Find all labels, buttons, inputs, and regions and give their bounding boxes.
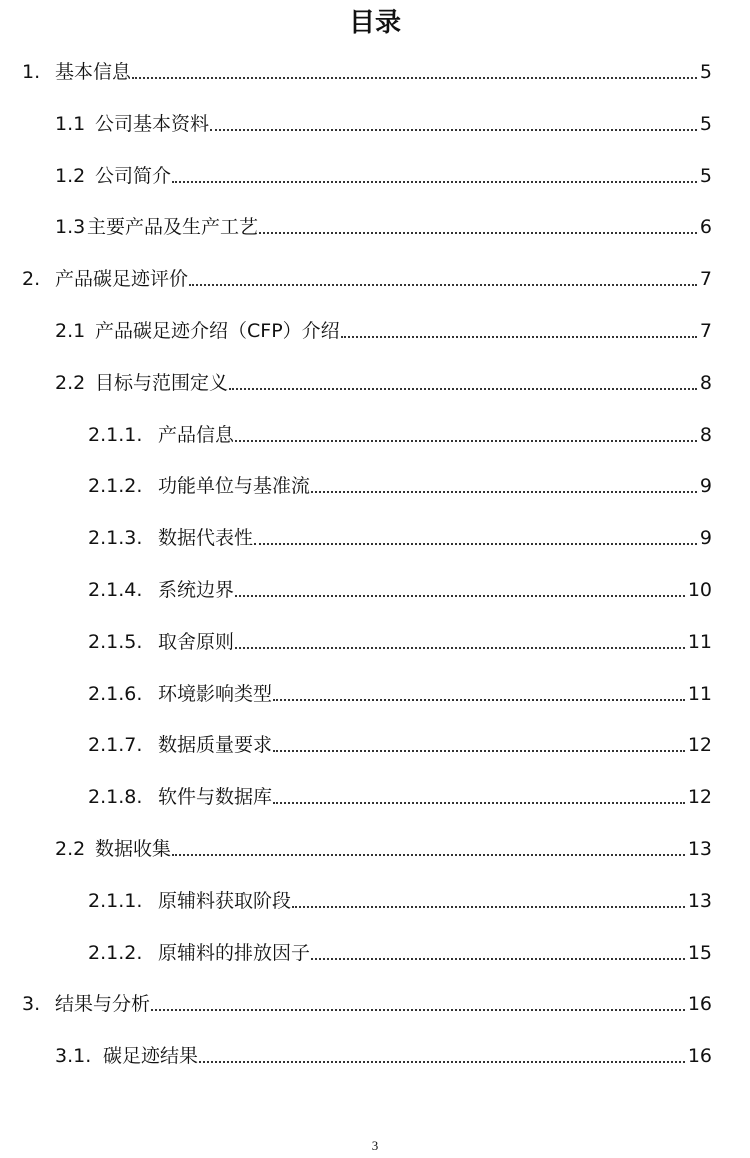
dot-leader	[235, 440, 697, 442]
toc-entry-number: 2.1.7.	[88, 734, 143, 757]
page-number: 3	[371, 1138, 379, 1153]
dot-leader	[273, 802, 685, 804]
toc-entry-title[interactable]: 取舍原则	[158, 630, 235, 653]
toc-entry[interactable]	[0, 1042, 712, 1070]
toc-entry[interactable]	[0, 835, 712, 863]
toc-entry[interactable]	[0, 110, 712, 138]
toc-entry-number: 1.2	[55, 164, 86, 187]
toc-entry-number: 2.1	[55, 320, 86, 342]
toc-entry-page[interactable]: 9	[699, 475, 712, 498]
toc-entry[interactable]	[0, 628, 712, 656]
dot-leader	[254, 543, 697, 545]
toc-entry-number: 2.2	[55, 838, 86, 860]
toc-entry[interactable]	[0, 680, 712, 708]
toc-entry-page[interactable]: 5	[699, 112, 712, 135]
toc-entry[interactable]	[0, 990, 712, 1018]
dot-leader	[189, 284, 697, 286]
toc-title: 目录	[348, 8, 401, 38]
toc-entry-title[interactable]: 目标与范围定义	[95, 371, 229, 394]
toc-entry-title[interactable]: 功能单位与基准流	[158, 475, 311, 498]
toc-entry-title[interactable]: 原辅料获取阶段	[158, 889, 292, 912]
toc-entry-page[interactable]: 12	[687, 786, 712, 809]
toc-entry-title[interactable]: 产品碳足迹介绍（CFP）介绍	[95, 320, 340, 342]
toc-entry-number: 2.1.1.	[88, 423, 143, 446]
toc-entry[interactable]	[0, 421, 712, 449]
dot-leader	[273, 699, 685, 701]
toc-entry-page[interactable]: 13	[687, 889, 712, 912]
toc-entry-number: 2.	[22, 268, 41, 291]
toc-entry-title[interactable]: 软件与数据库	[158, 786, 273, 809]
toc-entry-page[interactable]: 12	[687, 734, 712, 757]
toc-entry[interactable]	[0, 265, 712, 293]
toc-entry[interactable]	[0, 576, 712, 604]
toc-entry-page[interactable]: 10	[687, 579, 712, 601]
toc-entry-title[interactable]: 结果与分析	[55, 993, 151, 1016]
toc-entry-page[interactable]: 11	[687, 630, 712, 653]
toc-entry-title[interactable]: 公司简介	[95, 164, 172, 187]
toc-entry-page[interactable]: 16	[687, 1045, 712, 1068]
dot-leader	[172, 181, 697, 183]
toc-entry-page[interactable]: 5	[699, 164, 712, 187]
toc-entry-title[interactable]: 数据代表性	[158, 527, 254, 550]
dot-leader	[235, 595, 685, 597]
toc-entry-page[interactable]: 6	[699, 216, 712, 239]
dot-leader	[132, 77, 697, 79]
dot-leader	[311, 491, 697, 493]
toc-entry-number: 2.1.6.	[88, 682, 143, 705]
toc-entry[interactable]	[0, 58, 712, 86]
toc-entry-page[interactable]: 13	[687, 838, 712, 860]
toc-entry-number: 1.	[22, 61, 41, 83]
toc-entry-title[interactable]: 数据质量要求	[158, 734, 273, 757]
toc-entry[interactable]	[0, 783, 712, 811]
toc-entry-page[interactable]: 16	[687, 993, 712, 1016]
toc-entry[interactable]	[0, 472, 712, 500]
toc-entry-page[interactable]: 11	[687, 682, 712, 705]
toc-entry-page[interactable]: 9	[699, 527, 712, 550]
toc-entry-title[interactable]: 主要产品及生产工艺	[87, 216, 259, 239]
toc-entry-title[interactable]: 环境影响类型	[158, 682, 273, 705]
dot-leader	[172, 854, 685, 856]
toc-entry-number: 2.2	[55, 371, 86, 394]
toc-entry[interactable]	[0, 213, 712, 241]
toc-entry[interactable]	[0, 887, 712, 915]
toc-entry-title[interactable]: 碳足迹结果	[103, 1045, 199, 1068]
toc-entry-title[interactable]: 产品碳足迹评价	[55, 268, 189, 291]
toc-entry-page[interactable]: 8	[699, 371, 712, 394]
dot-leader	[259, 232, 697, 234]
toc-entry-number: 2.1.5.	[88, 630, 143, 653]
toc-entry-number: 2.1.3.	[88, 527, 143, 550]
toc-entry-page[interactable]: 5	[699, 61, 712, 83]
toc-entry[interactable]	[0, 939, 712, 967]
toc-entry-title[interactable]: 原辅料的排放因子	[158, 941, 311, 964]
toc-entry-title[interactable]: 产品信息	[158, 423, 235, 446]
toc-entry-page[interactable]: 7	[699, 320, 712, 342]
toc-entry[interactable]	[0, 369, 712, 397]
toc-entry-number: 2.1.2.	[88, 941, 143, 964]
toc-entry-number: 3.	[22, 993, 41, 1016]
toc-entry[interactable]	[0, 162, 712, 190]
toc-entry-number: 1.1	[55, 112, 86, 135]
toc-entry-number: 2.1.2.	[88, 475, 143, 498]
toc-entry[interactable]	[0, 524, 712, 552]
dot-leader	[311, 958, 685, 960]
dot-leader	[235, 647, 685, 649]
toc-entry-title[interactable]: 公司基本资料	[95, 112, 210, 135]
dot-leader	[292, 906, 685, 908]
toc-entry-page[interactable]: 7	[699, 268, 712, 291]
dot-leader	[199, 1061, 685, 1063]
toc-entry-title[interactable]: 数据收集	[95, 838, 172, 860]
toc-entry-number: 3.1.	[55, 1045, 92, 1068]
dot-leader	[210, 129, 697, 131]
toc-entry-page[interactable]: 8	[699, 423, 712, 446]
dot-leader	[341, 336, 697, 338]
dot-leader	[151, 1009, 685, 1011]
toc-entry-number: 2.1.4.	[88, 579, 143, 601]
dot-leader	[273, 750, 685, 752]
dot-leader	[229, 388, 697, 390]
toc-entry-number: 2.1.1.	[88, 889, 143, 912]
toc-entry-title[interactable]: 系统边界	[158, 579, 235, 601]
toc-entry[interactable]	[0, 317, 712, 345]
toc-entry-number: 1.3	[55, 216, 86, 239]
toc-entry[interactable]	[0, 731, 712, 759]
toc-entry-number: 2.1.8.	[88, 786, 143, 809]
toc-entry-title[interactable]: 基本信息	[55, 61, 132, 83]
toc-entry-page[interactable]: 15	[687, 941, 712, 964]
